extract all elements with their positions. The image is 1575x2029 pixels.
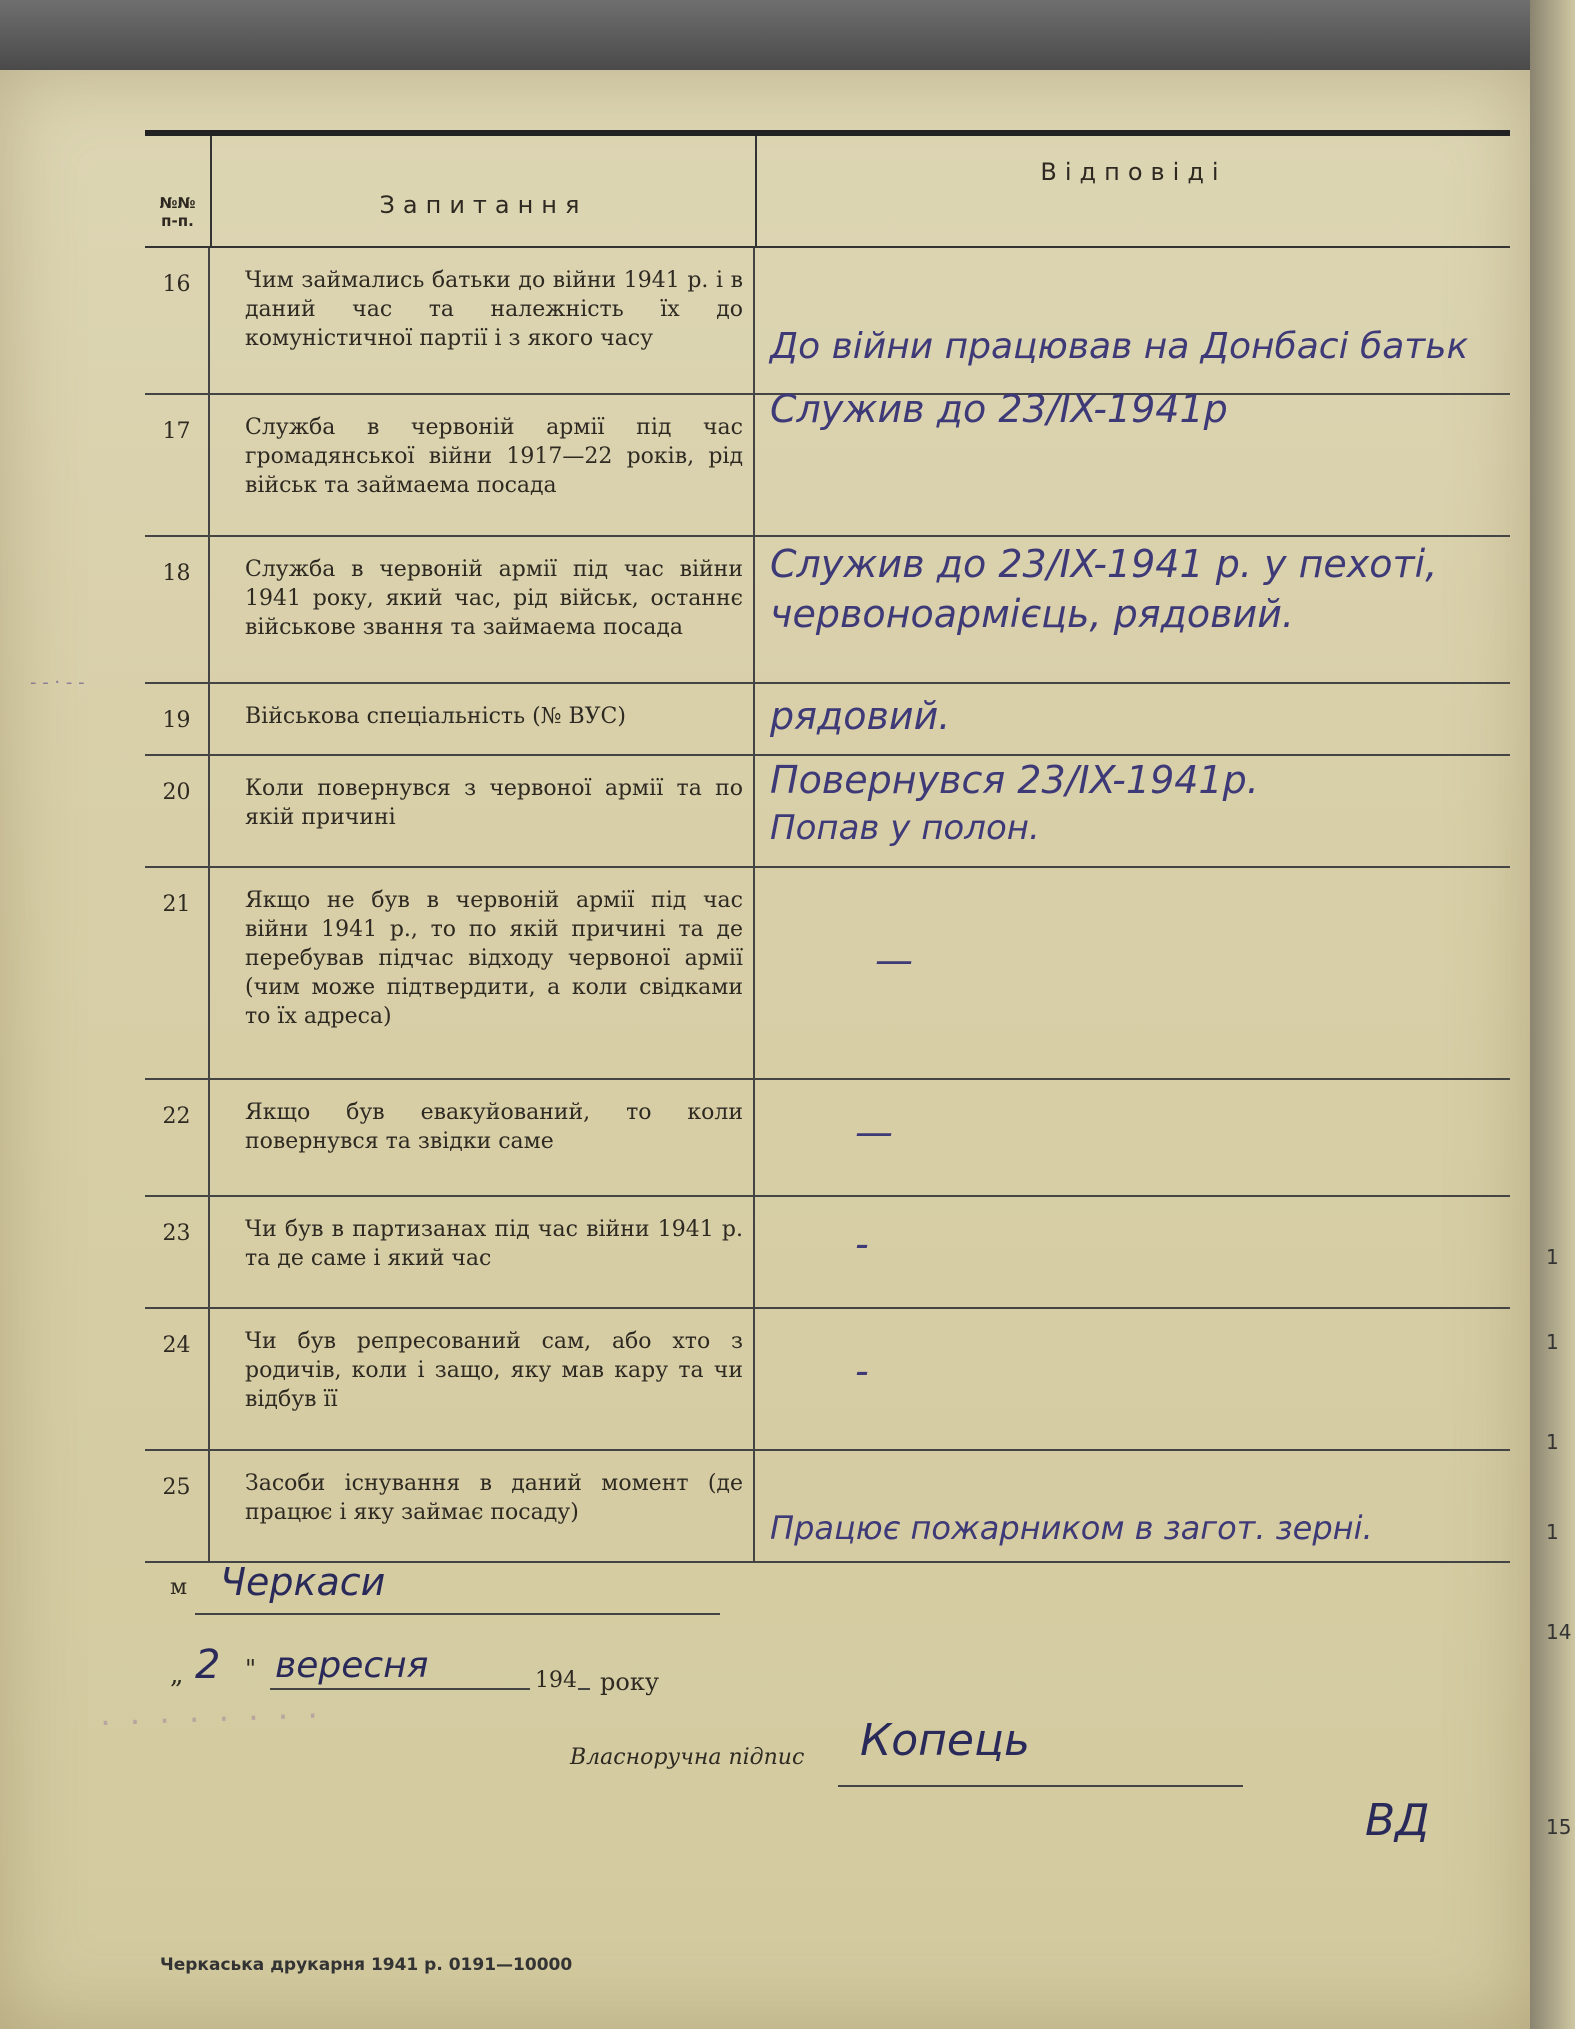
handwritten-answer: - bbox=[855, 1222, 869, 1266]
row-question: Якщо не був в червоній армії під час війни 1941 р., то по якій причині та де перебував підчас відходу червоної армії (чим може підтвердити, а коли свідками то їх адреса) bbox=[210, 868, 755, 1078]
handwritten-answer: - bbox=[855, 1349, 869, 1393]
table-row bbox=[145, 1451, 1510, 1563]
date-quote-open: „ bbox=[170, 1660, 184, 1690]
questionnaire-table bbox=[145, 130, 1510, 1563]
table-header bbox=[145, 136, 1510, 248]
table-row bbox=[145, 684, 1510, 756]
row-number: 18 bbox=[145, 537, 210, 682]
row-question: Служба в червоній армії під час війни 1941 року, який час, рід військ, останнє військове звання та займаема посада bbox=[210, 537, 755, 682]
margin-number: 1 bbox=[1546, 1245, 1559, 1269]
city-prefix: м bbox=[170, 1575, 188, 1600]
row-number: 17 bbox=[145, 395, 210, 535]
row-answer bbox=[755, 756, 1510, 866]
faded-mark: - - · - - bbox=[30, 672, 85, 693]
row-question: Коли повернувся з червоної армії та по якій причині bbox=[210, 756, 755, 866]
handwritten-answer: До війни працював на Донбасі батьк bbox=[770, 326, 1469, 367]
month-line bbox=[270, 1688, 530, 1690]
year-line bbox=[578, 1688, 590, 1690]
row-answer bbox=[755, 1197, 1510, 1307]
answers-column-header: Відповіді bbox=[1040, 158, 1227, 186]
signature-label: Власноручна підпис bbox=[570, 1745, 805, 1770]
row-number: 24 bbox=[145, 1309, 210, 1449]
row-question: Чи був в партизанах під час війни 1941 р. та де саме і який час bbox=[210, 1197, 755, 1307]
row-answer bbox=[755, 684, 1510, 754]
handwritten-month: вересня bbox=[275, 1645, 429, 1686]
handwritten-answer-line-2: червоноармієць, рядовий. bbox=[770, 592, 1294, 636]
row-number: 23 bbox=[145, 1197, 210, 1307]
year-suffix: року bbox=[600, 1668, 659, 1696]
next-page-edge bbox=[1530, 0, 1575, 2029]
row-question: Служба в червоній армії під час громадянської війни 1917—22 років, рід військ та займаема посада bbox=[210, 395, 755, 535]
row-question: Чим займались батьки до війни 1941 р. і в даний час та належність їх до комуністичної партії і з якого часу bbox=[210, 248, 755, 393]
row-answer bbox=[755, 537, 1510, 682]
handwritten-answer: Повернувся 23/IX-1941р. bbox=[770, 758, 1259, 802]
row-answer bbox=[755, 868, 1510, 1078]
handwritten-answer: — bbox=[855, 1110, 893, 1154]
handwritten-answer: Служив до 23/IX-1941 р. у пехоті, bbox=[770, 542, 1438, 586]
signature-line bbox=[838, 1785, 1243, 1787]
handwritten-initials: ВД bbox=[1365, 1795, 1430, 1846]
row-answer bbox=[755, 1451, 1510, 1561]
row-answer bbox=[755, 387, 1510, 535]
margin-number: 1 bbox=[1546, 1430, 1559, 1454]
handwritten-city: Черкаси bbox=[220, 1560, 386, 1604]
margin-number: 14 bbox=[1546, 1620, 1572, 1644]
number-column-header: №№ п-п. bbox=[145, 136, 212, 246]
margin-number: 1 bbox=[1546, 1520, 1559, 1544]
background-top bbox=[0, 0, 1575, 70]
handwritten-answer-line-2: Попав у полон. bbox=[770, 808, 1040, 848]
questions-column-header: Запитання bbox=[212, 136, 757, 246]
city-line bbox=[195, 1613, 720, 1615]
table-row bbox=[145, 387, 1510, 537]
row-question: Військова спеціальність (№ ВУС) bbox=[210, 684, 755, 754]
faded-stamp: · · · · · · · · bbox=[99, 1696, 323, 1744]
table-row bbox=[145, 1080, 1510, 1197]
row-question: Якщо був евакуйований, то коли повернувся та звідки саме bbox=[210, 1080, 755, 1195]
handwritten-answer: Працює пожарником в загот. зерні. bbox=[770, 1509, 1373, 1547]
margin-number: 1 bbox=[1546, 1330, 1559, 1354]
row-answer bbox=[755, 1309, 1510, 1449]
table-row bbox=[145, 248, 1510, 395]
date-quote-close: " bbox=[245, 1655, 257, 1683]
row-number: 20 bbox=[145, 756, 210, 866]
handwritten-answer: рядовий. bbox=[770, 694, 951, 738]
handwritten-day: 2 bbox=[195, 1642, 221, 1688]
handwritten-answer: Служив до 23/IX-1941р bbox=[770, 387, 1228, 431]
row-question: Засоби існування в даний момент (де працює і яку займає посаду) bbox=[210, 1451, 755, 1561]
year-prefix: 194 bbox=[535, 1668, 577, 1693]
handwritten-answer: — bbox=[875, 938, 913, 982]
table-row bbox=[145, 1197, 1510, 1309]
margin-number: 15 bbox=[1546, 1815, 1572, 1839]
row-question: Чи був репресований сам, або хто з родичів, коли і защо, яку мав кару та чи відбув її bbox=[210, 1309, 755, 1449]
table-row bbox=[145, 1309, 1510, 1451]
table-row bbox=[145, 868, 1510, 1080]
row-number: 16 bbox=[145, 248, 210, 393]
row-number: 21 bbox=[145, 868, 210, 1078]
row-number: 19 bbox=[145, 684, 210, 754]
row-number: 22 bbox=[145, 1080, 210, 1195]
handwritten-signature: Копець bbox=[860, 1715, 1030, 1766]
table-row bbox=[145, 756, 1510, 868]
printer-imprint: Черкаська друкарня 1941 р. 0191—10000 bbox=[160, 1955, 573, 1975]
row-answer bbox=[755, 248, 1510, 393]
table-row bbox=[145, 537, 1510, 684]
row-answer bbox=[755, 1080, 1510, 1195]
row-number: 25 bbox=[145, 1451, 210, 1561]
